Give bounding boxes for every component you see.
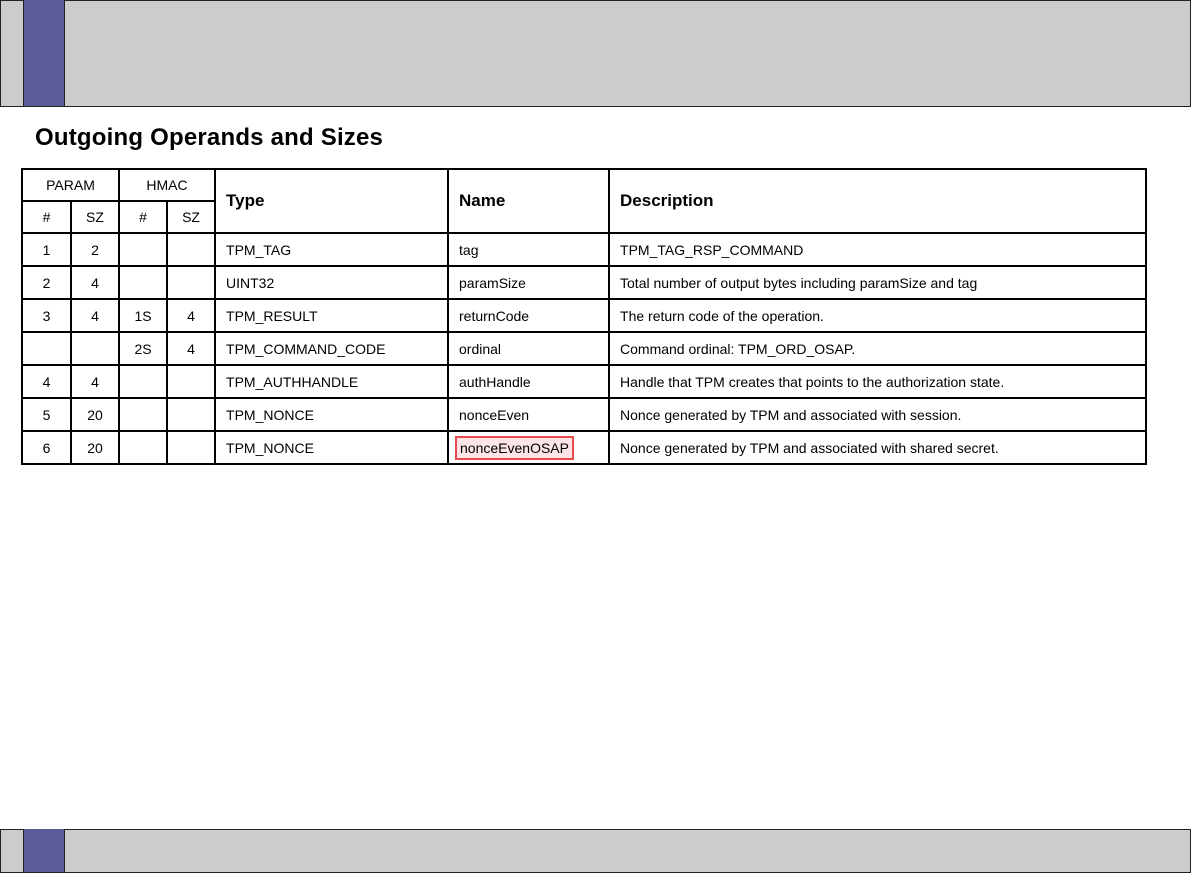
table-row	[22, 332, 1146, 365]
description-cell: Nonce generated by TPM and associated with session.	[609, 398, 1146, 431]
highlighted-name: nonceEvenOSAP	[455, 436, 574, 460]
name-cell	[448, 431, 609, 464]
param-size-cell: 20	[71, 431, 119, 464]
header-name: Name	[448, 169, 609, 233]
param-number-cell: 3	[22, 299, 71, 332]
hmac-size-cell	[167, 266, 215, 299]
header-param-number: #	[22, 201, 71, 233]
description-cell: The return code of the operation.	[609, 299, 1146, 332]
header-hmac-size: SZ	[167, 201, 215, 233]
name-cell: authHandle	[448, 365, 609, 398]
hmac-number-cell: 1S	[119, 299, 167, 332]
header-param: PARAM	[22, 169, 119, 201]
param-size-cell: 4	[71, 299, 119, 332]
param-number-cell: 2	[22, 266, 71, 299]
hmac-size-cell	[167, 431, 215, 464]
bottom-accent-block	[23, 829, 65, 872]
hmac-size-cell: 4	[167, 332, 215, 365]
operands-table	[21, 168, 1147, 465]
description-cell: Handle that TPM creates that points to the authorization state.	[609, 365, 1146, 398]
param-number-cell: 5	[22, 398, 71, 431]
param-number-cell: 6	[22, 431, 71, 464]
param-number-cell: 4	[22, 365, 71, 398]
name-cell: tag	[448, 233, 609, 266]
type-cell: TPM_NONCE	[215, 398, 448, 431]
param-size-cell: 4	[71, 266, 119, 299]
description-cell: Total number of output bytes including paramSize and tag	[609, 266, 1146, 299]
type-cell: TPM_TAG	[215, 233, 448, 266]
hmac-size-cell	[167, 233, 215, 266]
header-row-1	[22, 169, 1146, 201]
hmac-number-cell	[119, 365, 167, 398]
hmac-size-cell	[167, 398, 215, 431]
type-cell: UINT32	[215, 266, 448, 299]
name-cell: ordinal	[448, 332, 609, 365]
type-cell: TPM_NONCE	[215, 431, 448, 464]
table-row	[22, 398, 1146, 431]
param-size-cell: 20	[71, 398, 119, 431]
header-param-size: SZ	[71, 201, 119, 233]
param-size-cell: 4	[71, 365, 119, 398]
name-cell: nonceEven	[448, 398, 609, 431]
hmac-number-cell	[119, 431, 167, 464]
table-row	[22, 266, 1146, 299]
table-row	[22, 299, 1146, 332]
bottom-footer-band	[0, 829, 1191, 873]
type-cell: TPM_RESULT	[215, 299, 448, 332]
description-cell: TPM_TAG_RSP_COMMAND	[609, 233, 1146, 266]
top-accent-block	[23, 0, 65, 106]
table-row	[22, 431, 1146, 464]
param-size-cell	[71, 332, 119, 365]
top-title-band	[0, 0, 1191, 107]
description-cell: Command ordinal: TPM_ORD_OSAP.	[609, 332, 1146, 365]
header-hmac-number: #	[119, 201, 167, 233]
hmac-number-cell: 2S	[119, 332, 167, 365]
name-cell: paramSize	[448, 266, 609, 299]
param-number-cell	[22, 332, 71, 365]
hmac-size-cell	[167, 365, 215, 398]
table-row	[22, 233, 1146, 266]
description-cell: Nonce generated by TPM and associated with shared secret.	[609, 431, 1146, 464]
hmac-size-cell: 4	[167, 299, 215, 332]
header-description: Description	[609, 169, 1146, 233]
hmac-number-cell	[119, 398, 167, 431]
table-row	[22, 365, 1146, 398]
hmac-number-cell	[119, 266, 167, 299]
hmac-number-cell	[119, 233, 167, 266]
type-cell: TPM_AUTHHANDLE	[215, 365, 448, 398]
param-number-cell: 1	[22, 233, 71, 266]
header-hmac: HMAC	[119, 169, 215, 201]
header-type: Type	[215, 169, 448, 233]
type-cell: TPM_COMMAND_CODE	[215, 332, 448, 365]
param-size-cell: 2	[71, 233, 119, 266]
name-cell: returnCode	[448, 299, 609, 332]
page-title: Outgoing Operands and Sizes	[35, 124, 384, 151]
